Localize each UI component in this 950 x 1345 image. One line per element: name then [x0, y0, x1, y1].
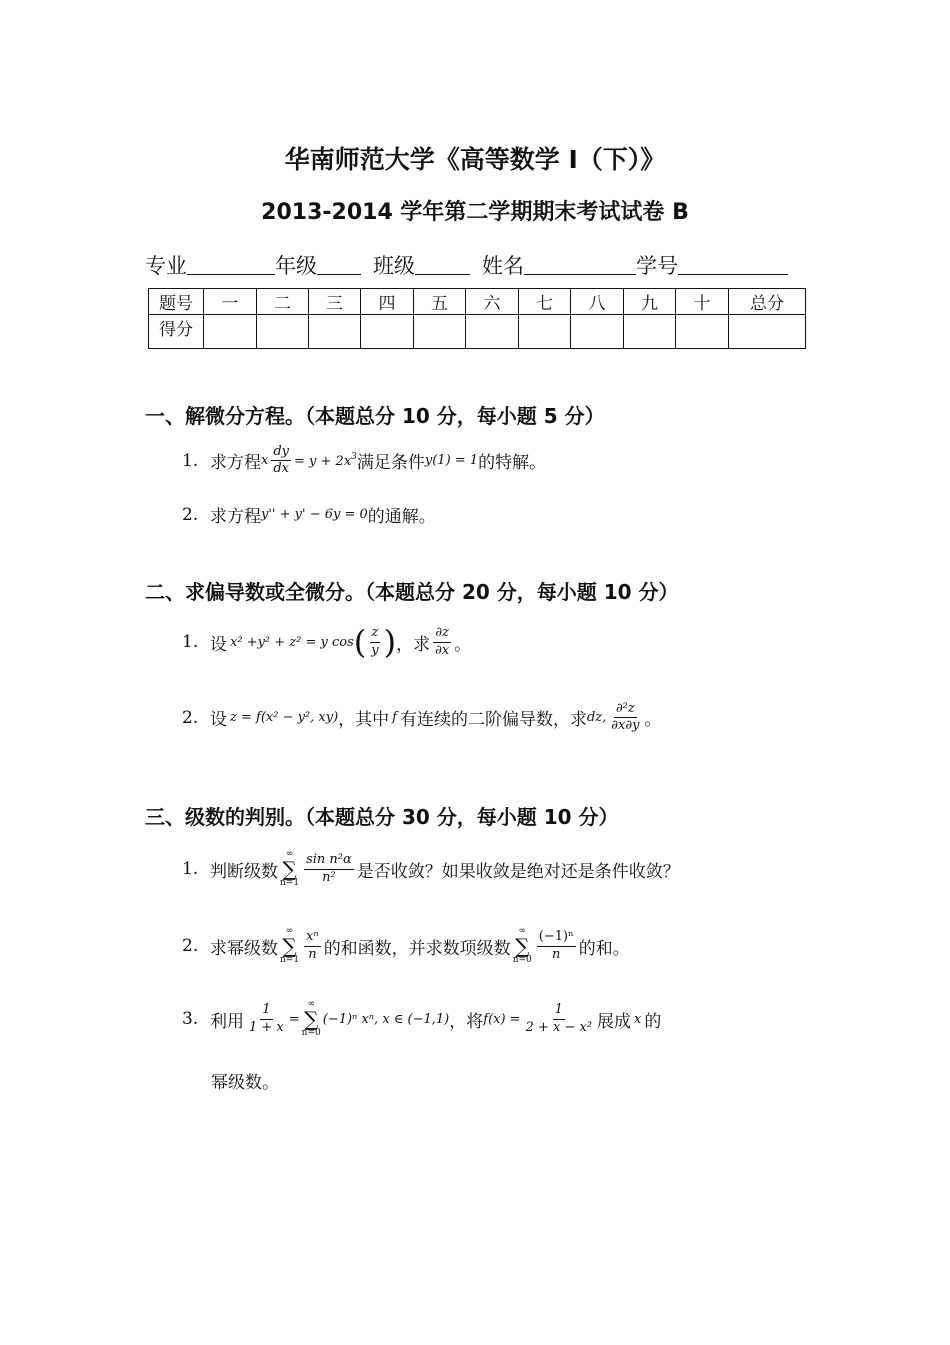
sum-upper: ∞: [518, 926, 526, 936]
class-label: 班级: [373, 254, 415, 278]
numerator: xⁿ: [304, 930, 321, 946]
score-cell[interactable]: [571, 315, 624, 349]
denominator: y: [371, 642, 379, 658]
question-text: 设: [210, 634, 227, 655]
denominator: ∂x∂y: [611, 718, 640, 734]
question-text: 设: [210, 710, 227, 731]
sigma-icon: ∑: [282, 857, 297, 881]
score-cell[interactable]: [676, 315, 729, 349]
math-term: f: [392, 710, 397, 726]
summation: [280, 850, 299, 888]
fraction: [271, 445, 291, 477]
exam-title: 华南师范大学《高等数学 I（下）》: [284, 145, 666, 174]
score-cell[interactable]: [466, 315, 519, 349]
numerator: dy: [271, 445, 291, 461]
question-text: 的和函数，并求数项级数: [323, 938, 511, 959]
col-2: 二: [257, 289, 309, 315]
score-cell[interactable]: [414, 315, 466, 349]
score-row-label-number: 题号: [149, 289, 204, 315]
sigma-icon: ∑: [282, 934, 297, 958]
question-text: 展成: [597, 1011, 632, 1032]
fraction: [433, 626, 451, 658]
sum-lower: n=1: [280, 878, 300, 888]
fraction: [247, 1003, 286, 1035]
math-equation: x² +y² + z² = y cos: [230, 634, 354, 650]
score-cell[interactable]: [624, 315, 676, 349]
section1-heading: 一、解微分方程。（本题总分 10 分，每小题 5 分）: [145, 404, 605, 428]
question-text: ，求: [396, 634, 431, 655]
sum-lower: n=0: [512, 955, 532, 965]
fraction: [524, 1003, 594, 1035]
fraction: [304, 930, 321, 962]
denominator: n²: [322, 869, 336, 885]
question-number: 1.: [182, 859, 199, 879]
section2-heading: 二、求偏导数或全微分。（本题总分 20 分，每小题 10 分）: [145, 580, 679, 604]
question-text: 的通解。: [367, 507, 436, 527]
score-cell[interactable]: [204, 315, 257, 349]
numerator: ∂z: [433, 626, 451, 642]
class-blank[interactable]: [415, 254, 470, 275]
col-6: 六: [466, 289, 519, 315]
s1-question-1: [182, 445, 546, 477]
sum-lower: n=1: [280, 955, 300, 965]
question-text: 。: [644, 710, 662, 731]
math-term: x: [634, 1011, 642, 1027]
col-total: 总分: [729, 289, 806, 315]
question-text: 判断级数: [210, 861, 278, 882]
col-10: 十: [676, 289, 729, 315]
question-number: 2.: [182, 936, 199, 956]
s1-question-2: [182, 502, 436, 527]
student-id-blank[interactable]: [678, 254, 788, 275]
student-id-label: 学号: [636, 254, 678, 278]
math-equation: y'' + y' − 6y = 0: [261, 507, 368, 522]
question-text: 的特解。: [478, 453, 547, 474]
question-number: 1.: [182, 632, 199, 652]
s2-question-2: [182, 702, 661, 734]
sum-upper: ∞: [285, 849, 294, 859]
numerator: z: [370, 626, 381, 642]
math-rhs: [294, 452, 357, 469]
question-text: 有连续的二阶偏导数，求: [399, 710, 587, 731]
fraction: [537, 930, 576, 962]
col-9: 九: [624, 289, 676, 315]
denominator: n: [308, 946, 317, 962]
right-paren-icon: ): [383, 623, 397, 661]
question-number: 2.: [182, 707, 199, 728]
sum-lower: n=0: [301, 1028, 321, 1038]
question-text: 满足条件: [356, 453, 425, 474]
col-7: 七: [519, 289, 571, 315]
math-term: = y + 2x: [294, 454, 352, 470]
score-row-label-score: 得分: [149, 315, 204, 349]
grade-blank[interactable]: [317, 254, 361, 275]
denominator: n: [552, 946, 561, 962]
numerator: sin n²α: [304, 853, 354, 869]
fraction: [369, 626, 380, 658]
math-term: x: [261, 453, 269, 469]
score-cell[interactable]: [361, 315, 414, 349]
question-number: 2.: [182, 504, 199, 525]
math-series: (−1)ⁿ xⁿ, x ∈ (−1,1): [322, 1011, 450, 1027]
left-paren-icon: (: [353, 623, 367, 661]
summation: [513, 927, 532, 965]
score-cell[interactable]: [257, 315, 309, 349]
question-text: ，其中: [338, 710, 390, 731]
name-label: 姓名: [482, 254, 524, 278]
question-text: 求幂级数: [210, 938, 278, 959]
math-condition: y(1) = 1: [424, 453, 479, 469]
denominator: ∂x: [435, 642, 450, 658]
numerator: 1: [553, 1003, 565, 1019]
grade-label: 年级: [275, 254, 317, 278]
s3-question-1: [182, 850, 680, 888]
denominator: 2 + x − x²: [525, 1019, 593, 1035]
question-text: 的和。: [578, 938, 630, 959]
exam-subtitle: 2013-2014 学年第二学期期末考试试卷 B: [261, 200, 689, 225]
score-table: [148, 288, 806, 349]
fraction: [609, 702, 641, 734]
s3-question-3-continuation: 幂级数。: [211, 1073, 279, 1093]
sum-upper: ∞: [307, 999, 315, 1009]
question-number: 3.: [182, 1009, 199, 1029]
major-label: 专业: [145, 254, 187, 278]
math-term: dz,: [586, 710, 607, 726]
score-cell[interactable]: [729, 315, 806, 349]
question-text: 利用: [210, 1011, 244, 1032]
exponent: 3: [351, 452, 357, 463]
numerator: 1: [260, 1003, 272, 1019]
summation: [302, 1000, 321, 1038]
numerator: ∂²z: [614, 702, 637, 718]
score-cell[interactable]: [309, 315, 361, 349]
math-term: =: [288, 1011, 300, 1027]
denominator: 1 + x: [249, 1019, 284, 1035]
major-blank[interactable]: [187, 254, 275, 275]
question-text: 的: [644, 1011, 662, 1032]
col-1: 一: [204, 289, 257, 315]
summation: [280, 927, 299, 965]
numerator: (−1)ⁿ: [537, 930, 576, 946]
question-text: 是否收敛？如果收敛是绝对还是条件收敛？: [356, 861, 680, 882]
question-text: 求方程: [210, 507, 261, 527]
col-3: 三: [309, 289, 361, 315]
question-number: 1.: [182, 450, 199, 471]
sigma-icon: ∑: [515, 934, 530, 958]
question-text: 。: [454, 634, 472, 655]
s3-question-3: [182, 1000, 661, 1038]
section3-heading: 三、级数的判别。（本题总分 30 分，每小题 10 分）: [145, 805, 619, 829]
s3-question-2: [182, 927, 630, 965]
sigma-icon: ∑: [304, 1007, 319, 1031]
col-5: 五: [414, 289, 466, 315]
student-info-line: [145, 250, 788, 280]
fraction: [304, 853, 354, 885]
question-text: ，将: [449, 1011, 484, 1032]
name-blank[interactable]: [524, 254, 636, 275]
col-4: 四: [361, 289, 414, 315]
math-equation: z = f(x² − y², xy): [230, 710, 339, 726]
math-term: f(x) =: [483, 1011, 521, 1027]
col-8: 八: [571, 289, 624, 315]
denominator: dx: [273, 461, 289, 477]
sum-upper: ∞: [285, 926, 294, 936]
question-text: 求方程: [210, 453, 261, 474]
score-cell[interactable]: [519, 315, 571, 349]
s2-question-1: [182, 623, 472, 661]
